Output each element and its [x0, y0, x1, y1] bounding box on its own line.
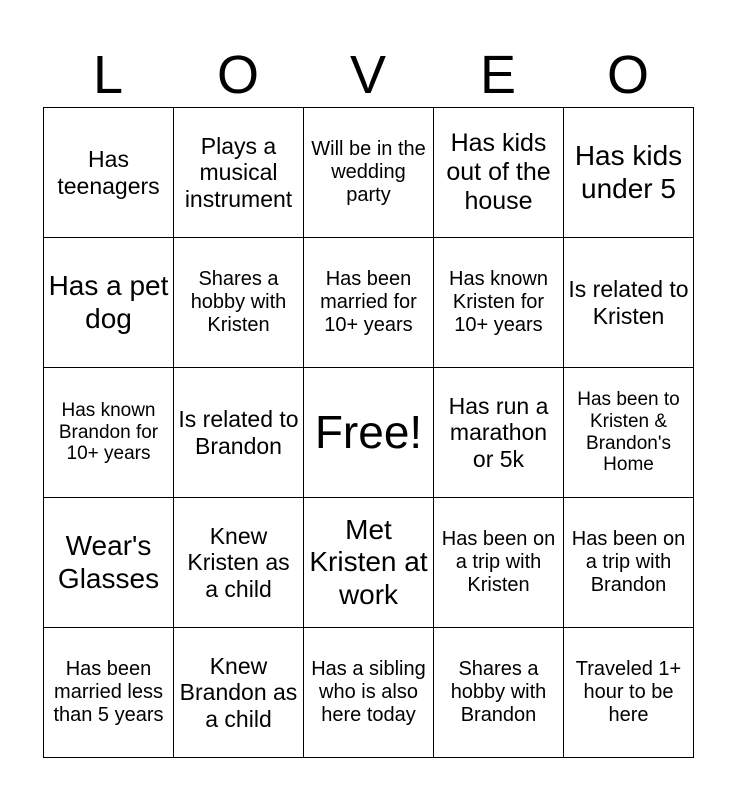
header-letter: O: [606, 45, 649, 105]
bingo-cell[interactable]: Has kids out of the house: [434, 108, 564, 238]
bingo-cell[interactable]: Has been on a trip with Kristen: [434, 498, 564, 628]
bingo-row: [44, 628, 694, 758]
bingo-row: [44, 498, 694, 628]
bingo-cell[interactable]: Has known Kristen for 10+ years: [434, 238, 564, 368]
header-letter: V: [349, 45, 387, 105]
bingo-cell[interactable]: Has been married for 10+ years: [304, 238, 434, 368]
header-letter: O: [216, 45, 259, 105]
bingo-cell[interactable]: Met Kristen at work: [304, 498, 434, 628]
bingo-cell[interactable]: Has teenagers: [44, 108, 174, 238]
bingo-row: [44, 238, 694, 368]
bingo-cell[interactable]: Has a pet dog: [44, 238, 174, 368]
header-letter: E: [479, 45, 517, 105]
bingo-cell[interactable]: Has been on a trip with Brandon: [564, 498, 694, 628]
header-letter: L: [92, 45, 124, 105]
bingo-header: [43, 44, 693, 106]
bingo-cell[interactable]: Plays a musical instrument: [174, 108, 304, 238]
bingo-row: [44, 368, 694, 498]
bingo-board: [43, 107, 694, 758]
bingo-cell[interactable]: Traveled 1+ hour to be here: [564, 628, 694, 758]
bingo-cell[interactable]: Has run a marathon or 5k: [434, 368, 564, 498]
bingo-cell[interactable]: Has known Brandon for 10+ years: [44, 368, 174, 498]
bingo-row: [44, 108, 694, 238]
bingo-cell[interactable]: Wear's Glasses: [44, 498, 174, 628]
bingo-cell[interactable]: Is related to Kristen: [564, 238, 694, 368]
bingo-cell[interactable]: Knew Brandon as a child: [174, 628, 304, 758]
bingo-cell[interactable]: Will be in the wedding party: [304, 108, 434, 238]
bingo-cell[interactable]: Is related to Brandon: [174, 368, 304, 498]
free-space-cell[interactable]: Free!: [304, 368, 434, 498]
bingo-cell[interactable]: Has a sibling who is also here today: [304, 628, 434, 758]
bingo-cell[interactable]: Has been married less than 5 years: [44, 628, 174, 758]
bingo-cell[interactable]: Has been to Kristen & Brandon's Home: [564, 368, 694, 498]
bingo-cell[interactable]: Has kids under 5: [564, 108, 694, 238]
bingo-cell[interactable]: Shares a hobby with Kristen: [174, 238, 304, 368]
bingo-cell[interactable]: Knew Kristen as a child: [174, 498, 304, 628]
bingo-cell[interactable]: Shares a hobby with Brandon: [434, 628, 564, 758]
